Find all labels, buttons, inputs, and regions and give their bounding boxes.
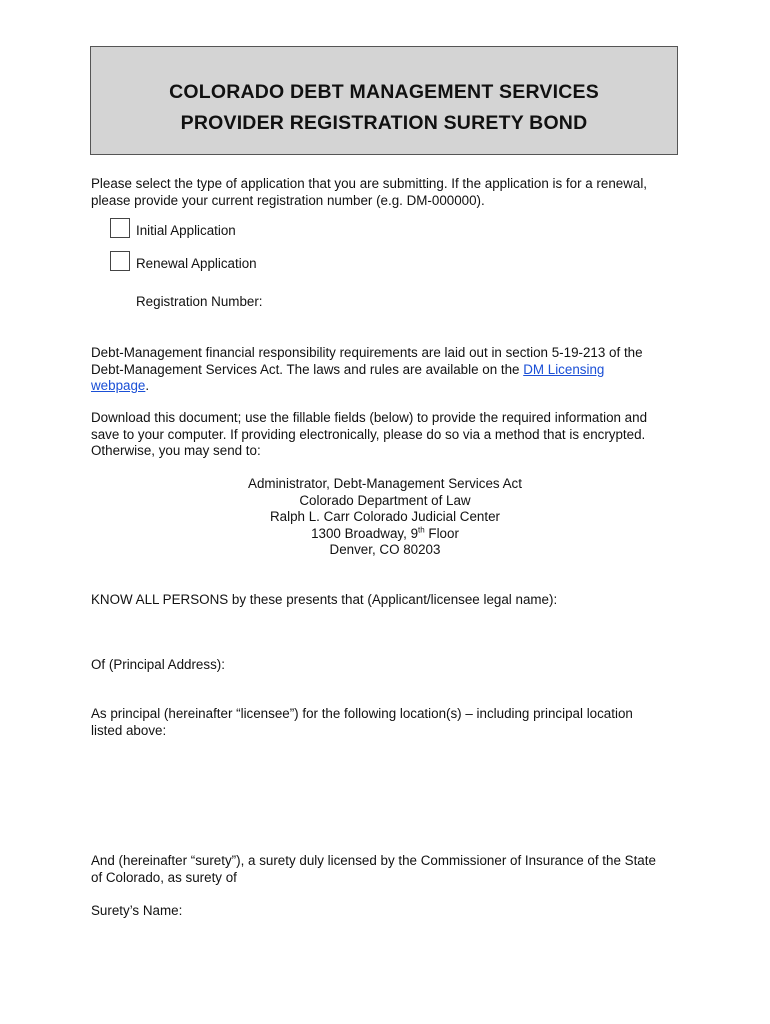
requirements-line-2-text: Debt-Management Services Act. The laws and rules are available on the <box>91 361 524 377</box>
intro-line-2: please provide your current registration number (e.g. DM-000000). <box>91 192 485 208</box>
principal-locations-paragraph <box>91 706 681 739</box>
requirements-period: . <box>145 378 150 393</box>
initial-application-checkbox[interactable] <box>110 218 130 238</box>
address-line-2: Colorado Department of Law <box>299 492 471 508</box>
download-line-3: Otherwise, you may send to: <box>91 443 261 458</box>
renewal-application-label: Renewal Application <box>136 256 257 271</box>
principal-address-label: Of (Principal Address): <box>91 657 225 672</box>
surety-name-label: Surety’s Name: <box>91 903 183 918</box>
registration-number-label: Registration Number: <box>136 294 263 309</box>
title-box <box>90 46 678 155</box>
know-all-persons-label: KNOW ALL PERSONS by these presents that (Applicant/licensee legal name): <box>91 592 558 607</box>
address-line-4-pre: 1300 Broadway, 9 <box>311 525 419 541</box>
title-line-2: PROVIDER REGISTRATION SURETY BOND <box>180 112 588 134</box>
requirements-line-3 <box>91 378 681 395</box>
intro-paragraph <box>91 176 681 209</box>
download-line-2: save to your computer. If providing electronically, please do so via a method that is encrypted. <box>91 426 646 442</box>
download-line-1: Download this document; use the fillable fields (below) to provide the required information and <box>91 410 648 425</box>
surety-paragraph <box>91 853 681 886</box>
webpage-link[interactable]: webpage <box>91 378 146 393</box>
renewal-application-checkbox[interactable] <box>110 251 130 271</box>
requirements-line-2 <box>91 362 681 379</box>
address-line-5: Denver, CO 80203 <box>329 542 441 557</box>
address-line-4-sup: th <box>418 525 425 535</box>
requirements-line-1: Debt-Management financial responsibility requirements are laid out in section 5-19-213 of the <box>91 345 643 360</box>
address-line-4 <box>91 526 679 543</box>
surety-line-1: And (hereinafter “surety”), a surety duly licensed by the Commissioner of Insurance of the State <box>91 853 656 868</box>
address-line-3: Ralph L. Carr Colorado Judicial Center <box>270 509 500 524</box>
address-line-1: Administrator, Debt-Management Services Act <box>248 476 522 491</box>
download-paragraph <box>91 410 681 460</box>
initial-application-label: Initial Application <box>136 223 236 238</box>
mailing-address <box>91 476 679 559</box>
principal-line-1: As principal (hereinafter “licensee”) for the following location(s) – including principal location <box>91 706 633 721</box>
dm-licensing-link[interactable]: DM Licensing <box>523 361 605 377</box>
intro-line-1: Please select the type of application that you are submitting. If the application is for a renewal, <box>91 176 648 191</box>
principal-line-2: listed above: <box>91 722 167 738</box>
address-line-4-post: Floor <box>424 525 459 541</box>
requirements-paragraph <box>91 345 681 395</box>
title-line-1: COLORADO DEBT MANAGEMENT SERVICES <box>169 81 599 103</box>
surety-line-2: of Colorado, as surety of <box>91 869 237 885</box>
